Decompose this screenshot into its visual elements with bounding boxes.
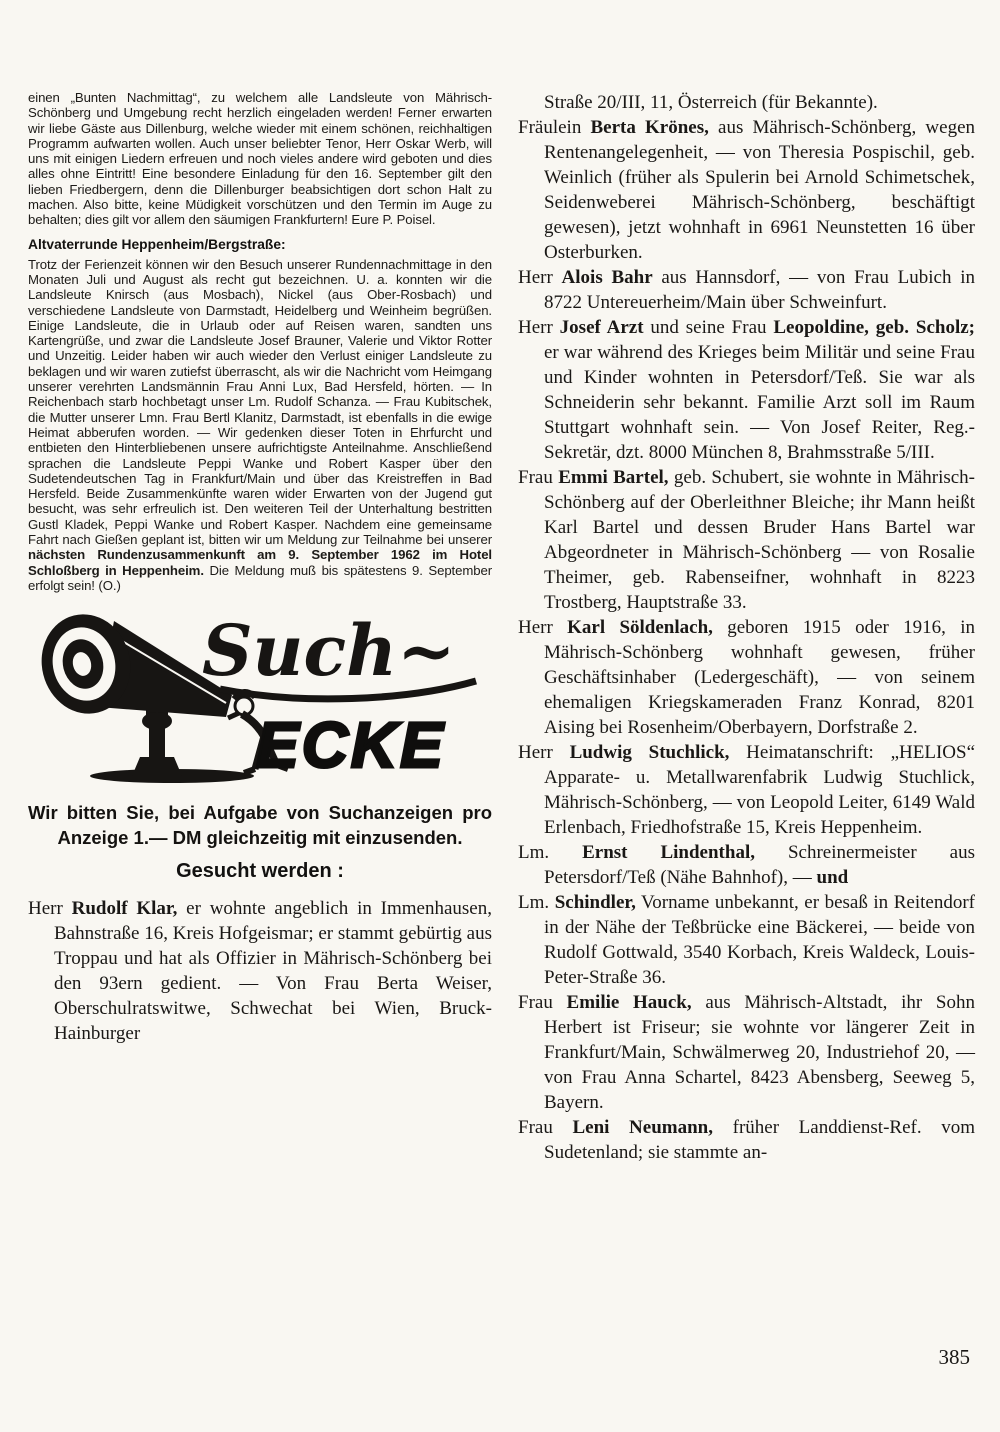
right-column [518, 90, 975, 1165]
two-column-layout [28, 90, 975, 1165]
paragraph-treffen-report: einen „Bunten Nachmittag“, zu welchem alle Landsleute von Mährisch-Schönberg und Umgebung recht herzlich eingeladen werden! Ferner erwarten wir liebe Gäste aus Dillenburg, welche wieder mit einem schönen, reichhaltigen Programm aufwarten wollen. Auch unser beliebter Tenor, Herr Oskar Werb, will uns mit einigen Liedern erfreuen und noch vieles andere wird geboten und dies alles ohne Eintritt! Eine besondere Einladung für den 16. September gilt den lieben Friedbergern, denn die Dillenburger beabsichtigen dort schon Halt zu machen. Also bitte, keine Müdigkeit vorschützen und den Termin im Auge zu behalten; dies gilt vor allem den säumigen Frankfurtern! Eure P. Poisel. [28, 90, 492, 228]
search-entry-berta-kroenes: Fräulein Berta Krönes, aus Mährisch-Schönberg, wegen Rentenangelegenheit, — von Theresia Pospischil, geb. Weinlich (früher als Spulerin bei Arnold Schimetschek, Seidenweberei Mährisch-Schönberg, beschäftigt gewesen), jetzt wohnhaft in 6961 Neunstetten 16 über Osterburken. [518, 117, 976, 263]
search-entry-ernst-lindenthal: Lm. Ernst Lindenthal, Schreinermeister aus Petersdorf/Teß (Nähe Bahnhof), — und [518, 842, 975, 888]
search-entry-karl-soeldenlach: Herr Karl Söldenlach, geboren 1915 oder 1916, in Mährisch-Schönberg wohnhaft gewesen, früher Geschäftsinhaber (Ledergeschäft), — von seinem ehemaligen Kriegskameraden Franz Konrad, 8201 Aising bei Rosenheim/Oberbayern, Dorfstraße 2. [518, 617, 976, 738]
megaphone-stand [132, 705, 182, 776]
such-script-text: Such~ [202, 609, 456, 693]
search-entry-alois-bahr: Herr Alois Bahr aus Hannsdorf, — von Frau Lubich in 8722 Untereuerheim/Main über Schweinfurt. [518, 267, 975, 313]
search-entry-rudolf-klar: Herr Rudolf Klar, er wohnte angeblich in Immenhausen, Bahnstraße 16, Kreis Hofgeismar; er stammt gebürtig aus Troppau und hat als Offizier in Mährisch-Schönberg bei den 93ern gedient. — Von Frau Berta Weiser, Oberschulratswitwe, Schwechat bei Wien, Bruck-Hainburger [28, 898, 492, 1045]
heading-altvaterrunde: Altvaterrunde Heppenheim/Bergstraße: [28, 236, 286, 252]
search-entry-josef-arzt: Herr Josef Arzt und seine Frau Leopoldine, geb. Scholz; er war während des Krieges beim Militär und seine Frau und Kinder wohnten in Petersdorf/Teß. Sie war als Schneiderin sehr bekannt. Familie Arzt soll im Raum Stuttgart wohnhaft sein. — Von Josef Reiter, Reg.-Sekretär, dzt. 8000 München 8, Brahmsstraße 5/III. [518, 317, 975, 463]
heading-gesucht-werden: Gesucht werden : [176, 860, 344, 883]
search-entry-schindler: Lm. Schindler, Vorname unbekannt, er besaß in Reitendorf in der Nähe der Teßbrücke eine Bäckerei, — beide von Rudolf Gottwald, 3540 Korbach, Kreis Waldeck, Louis-Peter-Straße 36. [518, 892, 975, 988]
search-entry-ludwig-stuchlick: Herr Ludwig Stuchlick, Heimatanschrift: „HELIOS“ Apparate- u. Metallwarenfabrik Ludwig Stuchlick, Mährisch-Schönberg, — von Leopold Leiter, 6149 Wald Erlenbach, Friedhofstraße 15, Kreis Heppenheim. [518, 742, 976, 838]
page-number: 385 [938, 1345, 970, 1369]
search-entry-continuation: Straße 20/III, 11, Österreich (für Bekannte). [544, 92, 878, 113]
such-ecke-illustration [34, 609, 492, 790]
ecke-block-text: ECKE [256, 709, 446, 782]
search-entry-emilie-hauck: Frau Emilie Hauck, aus Mährisch-Altstadt, ihr Sohn Herbert ist Friseur; sie wohnte vor längerer Zeit in Frankfurt/Main, Schwälmerweg 20, Industriehof 20, — von Frau Anna Schartel, 8423 Abensberg, Seeweg 5, Bayern. [518, 992, 975, 1113]
search-entry-leni-neumann: Frau Leni Neumann, früher Landdienst-Ref. vom Sudetenland; sie stammte an- [518, 1117, 975, 1163]
fee-notice: Wir bitten Sie, bei Aufgabe von Suchanzeigen pro Anzeige 1.— DM gleichzeitig mit einzusenden. [28, 802, 492, 849]
paragraph-altvaterrunde: Trotz der Ferienzeit können wir den Besuch unserer Rundennachmittage in den Monaten Juli und August als recht gut bezeichnen. U. a. konnten wir die Landsleute Knirsch (aus Mosbach), Nickel (aus Ober-Rosbach) und verschiedene Landsleute von Darmstadt, Heidelberg und Weinheim begrüßen. Einige Landsleute, die in Urlaub oder auf Reisen waren, sandten uns Kartengrüße, und zwar die Landsleute Josef Brauner, Valerie und Viktor Rotter und Unzeitig. Leider haben wir auch wieder den Verlust einiger Landsleute zu beklagen und wir waren zutiefst überrascht, als wir die Nachricht vom Heimgang unserer verehrten Landsmännin Frau Anni Lux, Bad Hersfeld, hörten. — In Reichenbach starb hochbetagt unser Lm. Rudolf Schanza. — Frau Kubitschek, die Mutter unserer Lmn. Frau Bertl Klanitz, Darmstadt, ist ebenfalls in die ewige Heimat abberufen worden. — Wir gedenken dieser Toten in Ehrfurcht und entbieten den Hinterbliebenen unsere aufrichtigste Anteilnahme. Anschließend sprachen die Landsleute Peppi Wanke und Robert Kasper über den Sudetendeutschen Tag in Frankfurt/Main und über das Kreistreffen in Bad Hersfeld. Beide Zusammenkünfte waren wider Erwarten von der Jugend gut besucht, was sehr erfreulich ist. Den weiteren Teil der Unterhaltung bestritten Gustl Kladek, Peppi Wanke und Robert Kasper. Nachdem eine gemeinsame Fahrt nach Gießen geplant ist, bitten wir um Meldung zur Teilnahme bei unserer nächsten Rundenzusammenkunft am 9. September 1962 im Hotel Schloßberg in Heppenheim. Die Meldung muß bis spätestens 9. September erfolgt sein! (O.) [28, 256, 492, 593]
such-ecke-drawing [34, 609, 480, 785]
search-entry-emmi-bartel: Frau Emmi Bartel, geb. Schubert, sie wohnte in Mährisch-Schönberg auf der Oberleithner Bleiche; ihr Mann heißt Karl Bartel und dessen Bruder Hans Bartel war Abgeordneter in Mährisch-Schönberg — von Rosalie Theimer, geb. Rabenseifner, wohnhaft in 8223 Trostberg, Hauptstraße 33. [518, 467, 975, 613]
left-column [28, 90, 492, 1165]
